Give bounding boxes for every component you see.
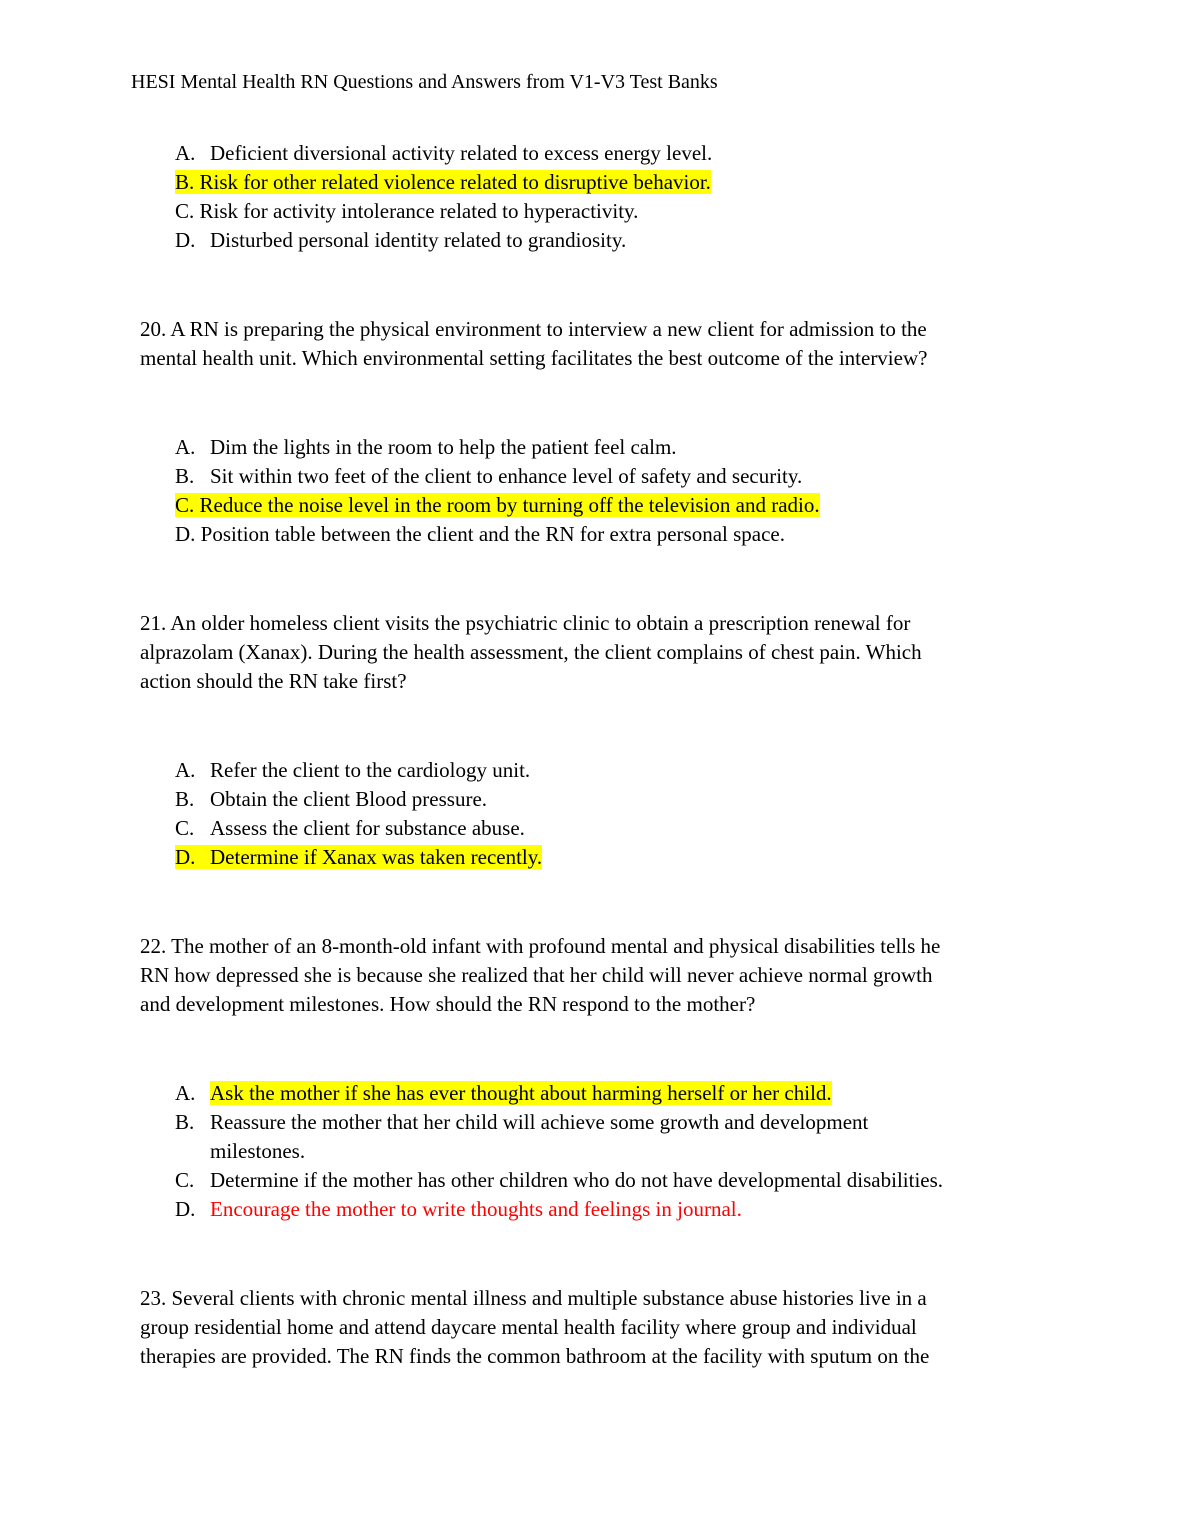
- q22-answer-b: B. Reassure the mother that her child will achieve some growth and development milestones.: [175, 1110, 869, 1163]
- q23-stem: [140, 1284, 1040, 1371]
- q19-answer-b: [175, 168, 712, 197]
- q21-answer-d-highlight: D. Determine if Xanax was taken recently.: [175, 845, 543, 869]
- q20-answer-b: B. Sit within two feet of the client to enhance level of safety and security.: [175, 464, 803, 488]
- q19-answer-d: D. Disturbed personal identity related to grandiosity.: [175, 228, 627, 252]
- q21-answer-b: B. Obtain the client Blood pressure.: [175, 787, 488, 811]
- q22-stem-line: 22. The mother of an 8-month-old infant with profound mental and physical disabilities tells he: [140, 934, 941, 958]
- page-header: HESI Mental Health RN Questions and Answers from V1-V3 Test Banks: [131, 71, 718, 93]
- q22-stem-line: RN how depressed she is because she realized that her child will never achieve normal growth: [140, 963, 933, 987]
- q19-answer-list: [175, 139, 712, 255]
- q22-answer-d-red-text: Encourage the mother to write thoughts and feelings in journal.: [210, 1197, 742, 1221]
- q20-answer-c-highlight: C. Reduce the noise level in the room by turning off the television and radio.: [175, 493, 820, 517]
- q20-answer-a: A. Dim the lights in the room to help the patient feel calm.: [175, 435, 677, 459]
- q22-answer-a-highlight: Ask the mother if she has ever thought about harming herself or her child.: [210, 1081, 832, 1105]
- q23-stem-line: 23. Several clients with chronic mental illness and multiple substance abuse histories live in a: [140, 1286, 927, 1310]
- q19-answer-a: A. Deficient diversional activity related to excess energy level.: [175, 141, 713, 165]
- q21-answer-a: A. Refer the client to the cardiology unit.: [175, 758, 531, 782]
- q19-answer-b-highlight: B. Risk for other related violence related to disruptive behavior.: [175, 170, 711, 194]
- q20-stem-line: mental health unit. Which environmental setting facilitates the best outcome of the interview?: [140, 346, 928, 370]
- q21-stem-line: 21. An older homeless client visits the psychiatric clinic to obtain a prescription renewal for: [140, 611, 911, 635]
- q21-answer-d: [175, 843, 542, 872]
- q22-stem: [140, 932, 1040, 1019]
- q21-answer-c: C. Assess the client for substance abuse.: [175, 816, 525, 840]
- q19-answer-c: C. Risk for activity intolerance related to hyperactivity.: [175, 199, 639, 223]
- q20-stem: [140, 315, 1040, 373]
- q21-stem: [140, 609, 1040, 696]
- q20-stem-line: 20. A RN is preparing the physical environment to interview a new client for admission to the: [140, 317, 927, 341]
- q22-answer-a: A. Ask the mother if she has ever thought about harming herself or her child.: [175, 1081, 832, 1105]
- q21-stem-line: action should the RN take first?: [140, 669, 407, 693]
- q21-stem-line: alprazolam (Xanax). During the health assessment, the client complains of chest pain. Which: [140, 640, 922, 664]
- q20-answer-c: [175, 491, 820, 520]
- q22-answer-d: D. Encourage the mother to write thoughts and feelings in journal.: [175, 1197, 742, 1221]
- q22-answer-c: C. Determine if the mother has other children who do not have developmental disabilities.: [175, 1168, 944, 1192]
- q21-answer-list: [175, 756, 542, 872]
- q23-stem-line: group residential home and attend daycare mental health facility where group and individual: [140, 1315, 917, 1339]
- q20-answer-list: [175, 433, 820, 549]
- q20-answer-d: D. Position table between the client and the RN for extra personal space.: [175, 522, 785, 546]
- q22-answer-list: [175, 1079, 950, 1224]
- q23-stem-line: therapies are provided. The RN finds the common bathroom at the facility with sputum on the: [140, 1344, 930, 1368]
- q22-stem-line: and development milestones. How should the RN respond to the mother?: [140, 992, 756, 1016]
